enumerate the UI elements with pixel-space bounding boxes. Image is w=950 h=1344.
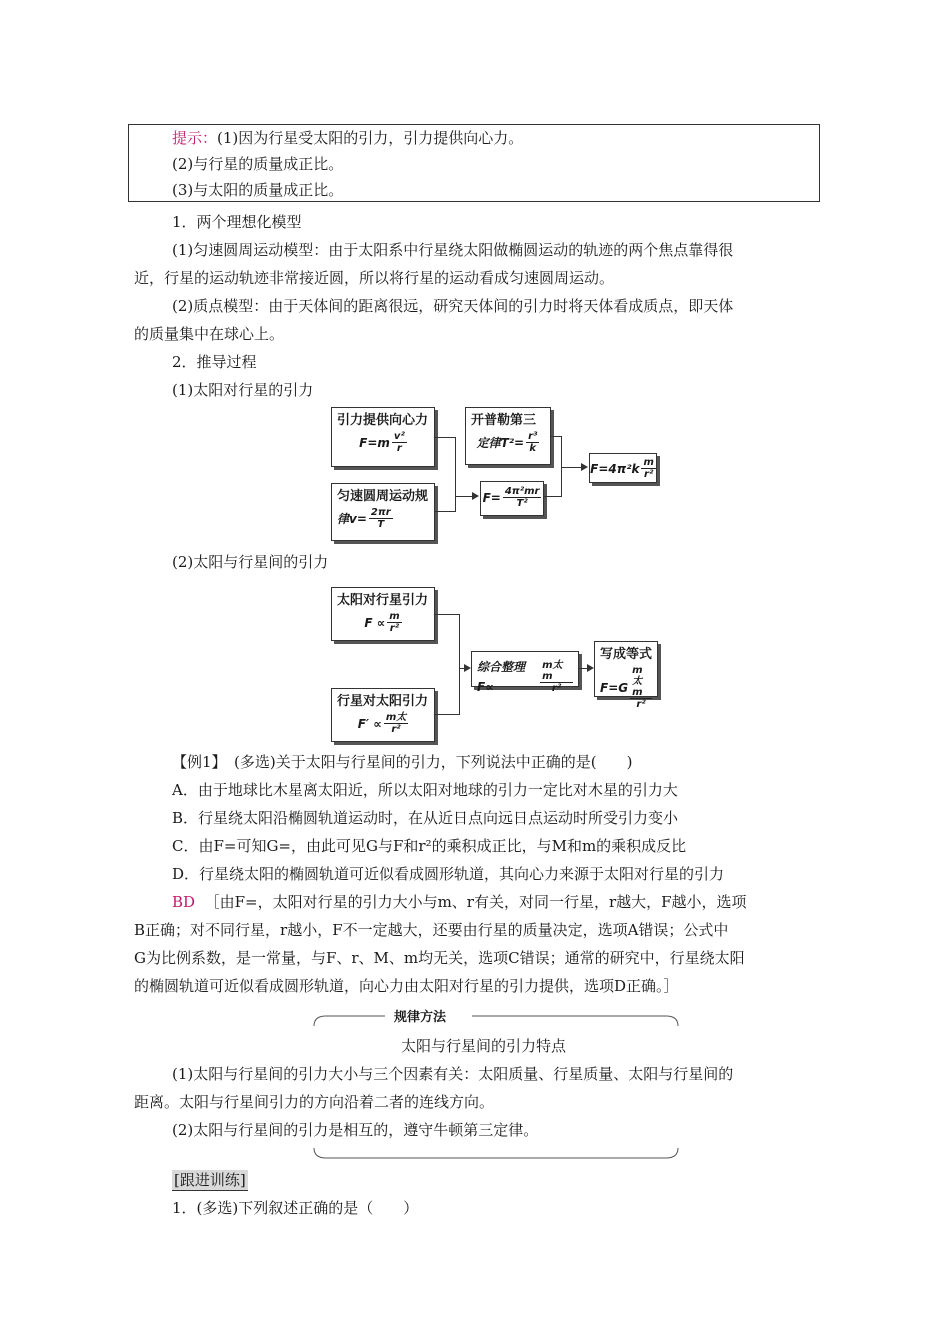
d2-line-c — [459, 614, 460, 715]
section1-p2a: (2)质点模型：由于天体间的距离很远，研究天体间的引力时将天体看成质点，即天体 — [172, 297, 734, 315]
section1-p1a: (1)匀速圆周运动模型：由于太阳系中行星绕太阳做椭圆运动的轨迹的两个焦点靠得很 — [172, 241, 734, 259]
d2-arrow-1 — [464, 664, 471, 672]
d2-arrow-2 — [587, 664, 594, 672]
diagram2-box-equation: 写成等式 F=G $\frac{\text{m太m}}{\text{r²}}$ — [594, 641, 658, 697]
example-answer-line4: 的椭圆轨道可近似看成圆形轨道，向心力由太阳对行星的引力提供，选项D正确。］ — [134, 977, 679, 995]
section2-sub1: (1)太阳对行星的引力 — [172, 381, 314, 399]
d1-arrow-2 — [581, 463, 588, 471]
d2-line-a — [435, 614, 459, 615]
diagram2-box-sun-on-planet: 太阳对行星引力 F ∝ $\frac{m}{\text{r²}}$ — [331, 587, 435, 641]
diagram2-box-combine: 综合整理F∝ $\frac{\text{m太m}}{\text{r²}}$ — [471, 651, 579, 687]
diagram1-box-force: F= $\frac{\text{4π²mr}}{\text{T²}}$ — [480, 481, 544, 516]
d1-line-h — [561, 467, 582, 468]
example-answer-line3: G为比例系数，是一常量，与F、r、M、m均无关，选项C错误；通常的研究中，行星绕太阳 — [134, 949, 745, 967]
method-p1a: (1)太阳与行星间的引力大小与三个因素有关：太阳质量、行星质量、太阳与行星间的 — [172, 1065, 734, 1083]
method-heading: 太阳与行星间的引力特点 — [401, 1037, 567, 1055]
answer-label: BD — [172, 893, 196, 911]
followup-question-1: 1．(多选)下列叙述正确的是（ ） — [172, 1199, 419, 1217]
diagram1-box-result: F=4π²k $\frac{m}{\text{r²}}$ — [589, 453, 657, 483]
example-answer-line1: BD ［由F=，太阳对行星的引力大小与m、r有关，对同一行星，r越大，F越小，选项 — [172, 893, 747, 911]
example-option-d: D．行星绕太阳的椭圆轨道可近似看成圆形轨道，其向心力来源于太阳对行星的引力 — [172, 865, 725, 883]
section1-p2b: 的质量集中在球心上。 — [134, 325, 285, 343]
hint-line-2: (2)与行星的质量成正比。 — [172, 155, 344, 173]
section1-p1b: 近，行星的运动轨迹非常接近圆，所以将行星的运动看成匀速圆周运动。 — [134, 269, 615, 287]
method-p1b: 距离。太阳与行星间引力的方向沿着二者的连线方向。 — [134, 1093, 495, 1111]
d1-line-d — [455, 496, 473, 497]
followup-label: [跟进训练] — [174, 1171, 246, 1189]
section1-heading: 1．两个理想化模型 — [172, 213, 302, 231]
example-option-b: B．行星绕太阳沿椭圆轨道运动时，在从近日点向远日点运动时所受引力变小 — [172, 809, 679, 827]
d1-line-c — [455, 437, 456, 512]
example-answer-line2: B正确；对不同行星，r越小，F不一定越大，还要由行星的质量决定，选项A错误；公式中 — [134, 921, 729, 939]
diagram1-box-uniform-motion: 匀速圆周运动规 律v= $\frac{2\pi r}{T}$ — [331, 483, 435, 541]
hint-line-3: (3)与太阳的质量成正比。 — [172, 181, 344, 199]
d2-line-b — [435, 714, 459, 715]
d1-arrow-1 — [472, 492, 479, 500]
hint-label: 提示： — [172, 129, 218, 147]
d1-line-e — [551, 436, 561, 437]
d1-line-b — [435, 511, 455, 512]
diagram1-box-kepler: 开普勒第三 定律T²= $\frac{\text{r³}}{k}$ — [465, 407, 551, 465]
d1-line-f — [544, 496, 561, 497]
section2-sub2: (2)太阳与行星间的引力 — [172, 553, 329, 571]
diagram1-box1-formula: F=m $\frac{\text{v²}}{r}$ — [359, 431, 405, 454]
diagram2-box-planet-on-sun: 行星对太阳引力 F′ ∝ $\frac{\text{m太}}{\text{r²}}$ — [331, 688, 435, 742]
hint-line-1: 提示：(1)因为行星受太阳的引力，引力提供向心力。 — [172, 129, 524, 147]
method-title: 规律方法 — [390, 1006, 450, 1025]
diagram1-box-centripetal: 引力提供向心力 F=m $\frac{\text{v²}}{r}$ — [331, 407, 435, 467]
method-p2: (2)太阳与行星间的引力是相互的，遵守牛顿第三定律。 — [172, 1121, 539, 1139]
example-option-a: A．由于地球比木星离太阳近，所以太阳对地球的引力一定比对木星的引力大 — [172, 781, 678, 799]
example-option-c: C．由F=可知G=，由此可见G与F和r²的乘积成正比，与M和m的乘积成反比 — [172, 837, 687, 855]
section2-heading: 2．推导过程 — [172, 353, 257, 371]
example-stem: 【例1】 (多选)关于太阳与行星间的引力，下列说法中正确的是( ) — [172, 753, 633, 771]
d1-line-a — [435, 437, 455, 438]
